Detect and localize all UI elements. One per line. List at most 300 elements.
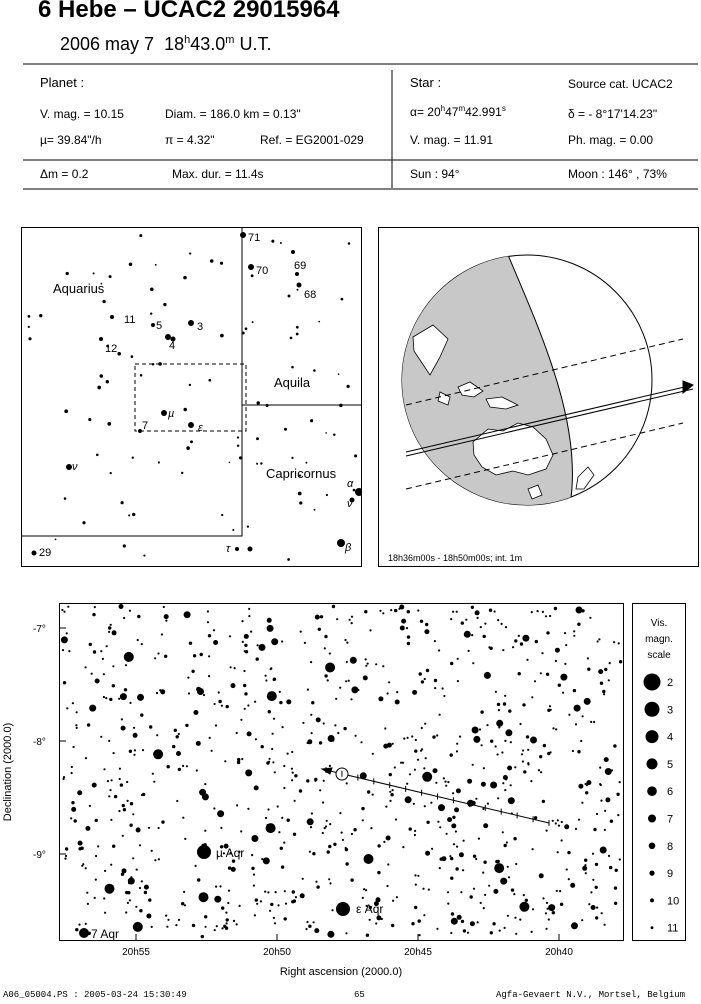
chart-star — [266, 761, 269, 764]
chart-star — [389, 791, 391, 793]
star-vmag: V. mag. = 11.91 — [410, 133, 494, 147]
finder-star — [256, 463, 258, 465]
chart-star — [540, 771, 542, 773]
chart-star — [124, 688, 127, 691]
chart-star — [292, 772, 294, 774]
chart-star — [104, 870, 106, 872]
chart-star — [417, 759, 419, 761]
chart-star — [254, 701, 256, 703]
chart-star — [421, 727, 423, 729]
chart-star — [584, 698, 591, 705]
chart-star — [241, 758, 243, 760]
chart-star — [531, 611, 533, 613]
chart-star — [164, 614, 169, 619]
chart-star — [243, 684, 246, 687]
chart-star — [114, 795, 117, 798]
event-minute: 43.0 — [190, 34, 226, 54]
chart-star — [546, 902, 548, 904]
chart-star — [324, 635, 327, 638]
chart-star — [71, 772, 73, 774]
chart-star — [436, 734, 438, 736]
chart-star — [213, 807, 215, 809]
chart-star — [370, 827, 372, 829]
chart-star — [482, 808, 484, 810]
chart-star — [422, 772, 432, 782]
chart-star — [541, 652, 543, 654]
chart-star — [578, 750, 580, 752]
chart-star — [227, 902, 229, 904]
chart-star — [345, 862, 348, 865]
chart-star — [390, 609, 392, 611]
chart-star — [257, 644, 259, 646]
chart-star — [273, 718, 275, 720]
chart-star — [431, 848, 433, 850]
const-aquila: Aquila — [274, 375, 311, 390]
chart-star — [561, 839, 563, 841]
chart-star — [215, 886, 217, 888]
chart-star — [128, 878, 135, 885]
chart-star — [439, 714, 441, 716]
chart-star — [336, 618, 338, 620]
chart-star — [495, 691, 497, 693]
chart-star — [527, 749, 529, 751]
chart-star — [447, 817, 452, 822]
chart-star — [92, 613, 95, 616]
finder-star — [163, 303, 166, 306]
chart-star — [137, 639, 139, 641]
x-axis-label: Right ascension (2000.0) — [279, 966, 403, 978]
chart-star — [120, 783, 123, 786]
chart-star — [437, 821, 439, 823]
chart-star — [546, 673, 549, 676]
chart-star — [161, 820, 164, 823]
chart-star — [221, 906, 224, 909]
chart-star — [515, 863, 517, 865]
chart-star — [307, 739, 312, 744]
chart-star — [247, 731, 252, 736]
finder-star — [341, 298, 344, 301]
chart-star — [451, 912, 454, 915]
chart-star — [291, 779, 293, 781]
chart-star — [348, 680, 350, 682]
chart-star — [519, 919, 521, 921]
chart-star — [85, 923, 87, 925]
finder-star — [82, 521, 85, 524]
chart-star — [328, 845, 331, 848]
chart-star — [428, 889, 430, 891]
chart-star — [561, 821, 563, 823]
chart-star — [395, 700, 400, 705]
chart-star — [103, 696, 105, 698]
chart-star — [333, 843, 336, 846]
chart-star — [244, 634, 249, 639]
chart-star — [351, 616, 353, 618]
chart-star — [608, 679, 610, 681]
chart-star — [463, 840, 465, 842]
chart-star — [319, 741, 322, 744]
chart-star — [307, 818, 314, 825]
chart-star — [110, 864, 112, 866]
chart-star — [344, 639, 346, 641]
finder-star — [235, 547, 239, 551]
chart-star — [66, 707, 68, 709]
chart-star — [87, 723, 90, 726]
chart-star — [512, 646, 514, 648]
chart-star — [548, 918, 550, 920]
footer-page: 65 — [354, 990, 365, 1000]
y-axis-label: Declination (2000.0) — [2, 722, 14, 822]
chart-star — [558, 684, 561, 687]
chart-star — [409, 773, 411, 775]
chart-star — [286, 699, 291, 704]
chart-star — [189, 642, 192, 645]
chart-star — [270, 903, 273, 906]
finder-star — [110, 472, 112, 474]
chart-star — [497, 860, 500, 863]
chart-star — [502, 782, 504, 784]
chart-star — [119, 768, 121, 770]
chart-star — [332, 605, 335, 608]
chart-star — [578, 819, 580, 821]
finder-star — [106, 380, 109, 383]
chart-star — [196, 769, 198, 771]
chart-star — [422, 888, 424, 890]
chart-star — [265, 675, 267, 677]
chart-star — [72, 702, 74, 704]
chart-star — [450, 618, 452, 620]
chart-star — [515, 933, 517, 935]
chart-star — [100, 736, 102, 738]
chart-star — [197, 878, 200, 881]
chart-star — [68, 650, 70, 652]
chart-star — [217, 810, 224, 817]
chart-star — [557, 851, 559, 853]
chart-star — [605, 768, 612, 775]
chart-star — [61, 636, 68, 643]
chart-star — [277, 904, 279, 906]
chart-star — [343, 727, 346, 730]
chart-star — [421, 680, 424, 683]
chart-star — [391, 924, 394, 927]
chart-star — [140, 713, 143, 716]
chart-star — [184, 904, 186, 906]
chart-star — [225, 927, 228, 930]
chart-star — [424, 678, 426, 680]
chart-star — [387, 692, 389, 694]
chart-star — [501, 751, 503, 753]
planet-label: Planet : — [40, 75, 85, 90]
chart-star — [419, 672, 422, 675]
chart-star — [484, 672, 491, 679]
chart-star — [268, 710, 271, 713]
chart-star — [490, 740, 493, 743]
finder-star — [295, 272, 299, 276]
chart-star — [216, 925, 218, 927]
chart-star — [226, 922, 228, 924]
chart-star — [240, 830, 242, 832]
chart-star — [446, 833, 448, 835]
chart-star — [414, 906, 417, 909]
chart-star — [407, 610, 410, 613]
chart-star — [365, 889, 367, 891]
chart-star — [95, 679, 100, 684]
chart-star — [163, 606, 165, 608]
chart-star — [450, 662, 453, 665]
chart-star — [345, 932, 347, 934]
chart-star — [614, 886, 617, 889]
chart-star — [523, 894, 525, 896]
chart-star — [148, 898, 151, 901]
chart-star — [502, 831, 504, 833]
chart-star — [498, 709, 500, 711]
chart-star — [613, 641, 615, 643]
legend-label-7: 7 — [667, 813, 674, 826]
finder-star — [28, 326, 30, 328]
planet-diam: Diam. = 186.0 km = 0.13" — [165, 107, 301, 121]
chart-star — [129, 702, 131, 704]
footer-file: A06_05004.PS : 2005-03-24 15:30:49 — [3, 990, 187, 1000]
planet-vmag: V. mag. = 10.15 — [40, 107, 124, 121]
chart-star — [139, 909, 142, 912]
chart-star — [248, 615, 250, 617]
time-suffix: U.T. — [239, 34, 272, 54]
name-mu-aqr: µ Aqr — [216, 846, 245, 860]
chart-star — [484, 623, 486, 625]
chart-star — [242, 641, 244, 643]
chart-star — [504, 844, 507, 847]
chart-star — [154, 859, 156, 861]
chart-star — [522, 703, 525, 706]
chart-star — [144, 885, 149, 890]
chart-star — [449, 855, 451, 857]
finder-star — [242, 332, 245, 335]
chart-star — [556, 890, 558, 892]
chart-star — [414, 769, 416, 771]
chart-star — [609, 866, 612, 869]
chart-star — [349, 619, 351, 621]
chart-star — [267, 691, 277, 701]
chart-star — [444, 781, 446, 783]
chart-star — [596, 813, 598, 815]
chart-star — [573, 635, 575, 637]
star-dec: δ = - 8°17'14.23" — [568, 107, 658, 121]
chart-star — [304, 642, 306, 644]
chart-star — [610, 820, 613, 823]
chart-star — [399, 605, 404, 610]
chart-star — [256, 657, 259, 660]
legend-dot-5 — [647, 758, 658, 769]
label-beta: β — [345, 542, 352, 554]
chart-star — [494, 610, 496, 612]
y-tick-labels — [33, 624, 46, 861]
finder-star — [93, 272, 95, 274]
chart-star — [280, 847, 283, 850]
legend-dot-7 — [648, 815, 656, 823]
chart-star — [483, 907, 485, 909]
chart-star — [595, 863, 598, 866]
max-duration: Max. dur. = 11.4s — [172, 167, 264, 181]
chart-star — [182, 765, 184, 767]
finder-star — [287, 558, 290, 561]
chart-star — [324, 827, 326, 829]
chart-star — [591, 905, 596, 910]
chart-star — [411, 735, 413, 737]
chart-star — [225, 912, 227, 914]
chart-star — [525, 899, 528, 902]
chart-star — [414, 834, 416, 836]
chart-star — [337, 732, 339, 734]
chart-star — [254, 914, 256, 916]
chart-star — [534, 680, 536, 682]
finder-star — [150, 288, 154, 292]
chart-star — [504, 740, 506, 742]
chart-star — [483, 767, 485, 769]
chart-star — [226, 705, 229, 708]
chart-star — [63, 776, 65, 778]
chart-star — [204, 783, 206, 785]
chart-star — [309, 851, 311, 853]
footer-company: Agfa-Gevaert N.V., Mortsel, Belgium — [496, 990, 686, 1000]
chart-star — [407, 737, 409, 739]
chart-star — [530, 780, 532, 782]
star-chart — [0, 600, 701, 990]
chart-star — [470, 921, 475, 926]
chart-star — [530, 737, 537, 744]
chart-star — [566, 868, 568, 870]
chart-star — [302, 722, 304, 724]
chart-star — [599, 767, 601, 769]
chart-star — [323, 722, 325, 724]
chart-star — [269, 758, 271, 760]
chart-star — [261, 745, 264, 748]
chart-star — [62, 649, 64, 651]
finder-star — [326, 494, 328, 496]
finder-star — [129, 263, 133, 267]
chart-star — [75, 724, 77, 726]
chart-star — [455, 830, 457, 832]
label-11: 11 — [124, 314, 136, 326]
chart-star — [74, 819, 77, 822]
chart-star — [353, 828, 356, 831]
legend-title-2: magn. — [645, 634, 673, 645]
chart-star — [499, 722, 502, 725]
chart-star — [331, 933, 333, 935]
x-tick-2: 20h45 — [404, 947, 432, 958]
chart-star — [394, 766, 396, 768]
chart-star — [282, 726, 284, 728]
chart-star — [372, 794, 374, 796]
chart-star — [518, 672, 521, 675]
chart-star — [464, 631, 471, 638]
chart-star — [129, 824, 132, 827]
chart-star — [362, 819, 364, 821]
chart-star — [439, 826, 441, 828]
chart-star — [609, 662, 611, 664]
page-title: 6 Hebe – UCAC2 29015964 — [38, 0, 340, 23]
chart-star — [134, 749, 136, 751]
chart-star — [497, 797, 499, 799]
chart-star — [255, 738, 257, 740]
chart-star — [548, 904, 555, 911]
chart-star — [452, 816, 455, 819]
chart-star — [76, 727, 78, 729]
finder-star — [143, 555, 145, 557]
chart-star — [241, 620, 243, 622]
name-eps-aqr: ε Aqr — [356, 902, 384, 916]
finder-star — [210, 259, 214, 263]
chart-star — [559, 890, 561, 892]
chart-star — [266, 823, 276, 833]
chart-star — [164, 655, 167, 658]
chart-star — [365, 658, 367, 660]
chart-star — [239, 905, 241, 907]
chart-star — [121, 726, 126, 731]
finder-star — [102, 300, 105, 303]
finder-star — [109, 275, 112, 278]
chart-star — [549, 705, 551, 707]
finder-star — [121, 501, 124, 504]
ra-h-unit: h — [440, 104, 446, 113]
chart-star — [256, 903, 258, 905]
chart-star — [504, 695, 506, 697]
chart-star — [191, 670, 194, 673]
finder-star — [208, 379, 211, 382]
chart-star — [511, 888, 514, 891]
legend-label-3: 3 — [667, 704, 674, 717]
chart-star — [597, 640, 599, 642]
finder-star — [310, 419, 313, 422]
chart-star — [497, 703, 500, 706]
chart-star — [248, 608, 250, 610]
chart-star — [460, 891, 462, 893]
chart-star — [176, 800, 178, 802]
chart-star — [334, 724, 336, 726]
finder-star — [305, 462, 307, 464]
chart-star — [443, 777, 445, 779]
chart-star — [185, 724, 188, 727]
chart-star — [367, 790, 370, 793]
finder-star — [271, 240, 274, 243]
finder-star — [260, 462, 262, 464]
chart-star — [522, 760, 524, 762]
chart-star — [196, 741, 201, 746]
chart-star — [322, 832, 324, 834]
chart-star — [381, 918, 383, 920]
finder-star — [188, 422, 194, 428]
chart-star — [514, 917, 516, 919]
chart-star — [595, 886, 598, 889]
finder-star — [337, 539, 345, 547]
chart-star — [592, 853, 594, 855]
chart-star — [331, 909, 333, 911]
chart-star — [135, 906, 137, 908]
chart-star — [314, 778, 317, 781]
chart-star — [148, 827, 150, 829]
chart-star — [423, 767, 425, 769]
label-70: 70 — [256, 265, 269, 277]
ra-minutes: 47 — [445, 105, 459, 119]
chart-star — [400, 762, 402, 764]
chart-star — [472, 662, 474, 664]
chart-star — [291, 900, 294, 903]
finder-star — [139, 234, 142, 237]
chart-star — [122, 835, 124, 837]
chart-star — [94, 897, 96, 899]
chart-star — [224, 760, 226, 762]
chart-star — [493, 889, 498, 894]
chart-star — [475, 798, 477, 800]
chart-star — [109, 789, 111, 791]
